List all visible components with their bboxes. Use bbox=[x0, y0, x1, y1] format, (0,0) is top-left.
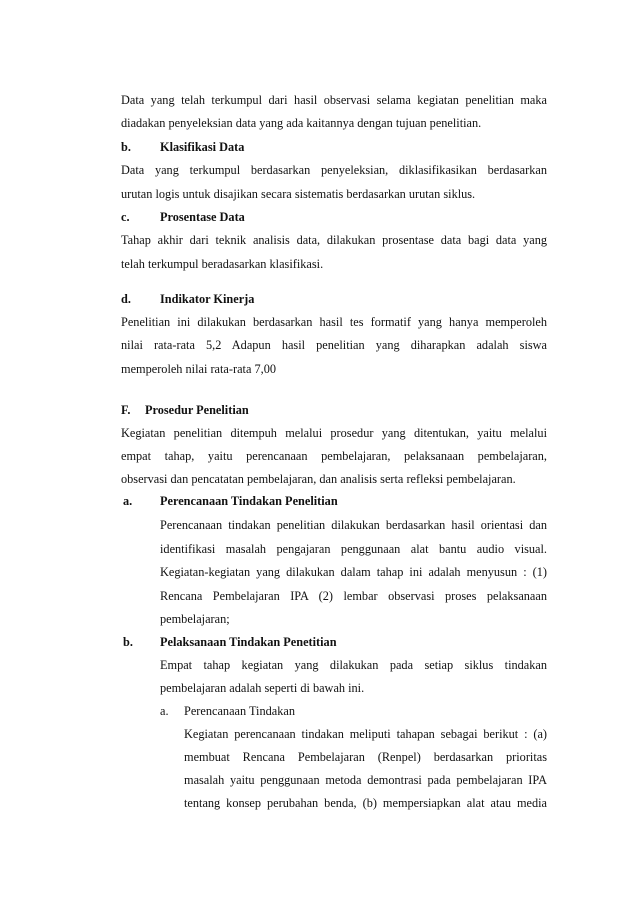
nested-item-label: a. bbox=[160, 704, 169, 718]
paragraph-line: Kegiatan penelitian ditempuh melalui prosedur yang ditentukan, yaitu melalui bbox=[121, 426, 547, 440]
chapter-heading bbox=[121, 402, 547, 418]
paragraph-line: Kegiatan perencanaan tindakan meliputi tahapan sebagai berikut : (a) bbox=[184, 727, 547, 741]
section-heading bbox=[121, 139, 547, 155]
section-title: Indikator Kinerja bbox=[160, 292, 255, 306]
chapter-label: F. bbox=[121, 403, 131, 417]
section-heading bbox=[121, 291, 547, 307]
section-label: d. bbox=[121, 292, 131, 306]
paragraph-line: Empat tahap kegiatan yang dilakukan pada setiap siklus tindakan bbox=[160, 658, 547, 672]
paragraph-line: pembelajaran; bbox=[160, 612, 230, 626]
subsection-heading bbox=[121, 634, 547, 650]
paragraph-line: Kegiatan-kegiatan yang dilakukan dalam tahap ini adalah menyusun : (1) bbox=[160, 565, 547, 579]
nested-item-title: Perencanaan Tindakan bbox=[184, 704, 295, 718]
paragraph-line: Tahap akhir dari teknik analisis data, dilakukan prosentase data bagi data yang bbox=[121, 233, 547, 247]
subsection-label: b. bbox=[123, 635, 133, 649]
section-label: b. bbox=[121, 140, 131, 154]
section-label: c. bbox=[121, 210, 130, 224]
paragraph-line: pembelajaran adalah seperti di bawah ini. bbox=[160, 681, 365, 695]
paragraph-line: membuat Rencana Pembelajaran (Renpel) berdasarkan prioritas bbox=[184, 750, 547, 764]
section-title: Klasifikasi Data bbox=[160, 140, 245, 154]
paragraph-line: Rencana Pembelajaran IPA (2) lembar observasi proses pelaksanaan bbox=[160, 589, 547, 603]
paragraph-line: observasi dan pencatatan pembelajaran, dan analisis serta refleksi pembelajaran. bbox=[121, 472, 516, 486]
paragraph-line: Perencanaan tindakan penelitian dilakukan berdasarkan hasil orientasi dan bbox=[160, 518, 547, 532]
paragraph-line: urutan logis untuk disajikan secara sistematis berdasarkan urutan siklus. bbox=[121, 187, 476, 201]
paragraph-line: tentang konsep perubahan benda, (b) mempersiapkan alat atau media bbox=[184, 796, 547, 810]
paragraph-line: masalah yaitu penggunaan metoda demontrasi pada pembelajaran IPA bbox=[184, 773, 547, 787]
paragraph-line: memperoleh nilai rata-rata 7,00 bbox=[121, 362, 277, 376]
paragraph-line: identifikasi masalah pengajaran penggunaan alat bantu audio visual. bbox=[160, 542, 547, 556]
subsection-heading bbox=[121, 493, 547, 509]
chapter-title: Prosedur Penelitian bbox=[145, 403, 249, 417]
section-heading bbox=[121, 209, 547, 225]
paragraph-line: diadakan penyeleksian data yang ada kaitannya dengan tujuan penelitian. bbox=[121, 116, 482, 130]
subsection-title: Pelaksanaan Tindakan Penetitian bbox=[160, 635, 337, 649]
paragraph-line: Penelitian ini dilakukan berdasarkan hasil tes formatif yang hanya memperoleh bbox=[121, 315, 547, 329]
paragraph-line: telah terkumpul beradasarkan klasifikasi. bbox=[121, 257, 324, 271]
paragraph-line: nilai rata-rata 5,2 Adapun hasil penelitian yang diharapkan adalah siswa bbox=[121, 338, 547, 352]
paragraph-line: Data yang telah terkumpul dari hasil observasi selama kegiatan penelitian maka bbox=[121, 93, 547, 107]
paragraph-line: Data yang terkumpul berdasarkan penyeleksian, diklasifikasikan berdasarkan bbox=[121, 163, 547, 177]
paragraph-line: empat tahap, yaitu perencanaan pembelajaran, pelaksanaan pembelajaran, bbox=[121, 449, 547, 463]
subsection-title: Perencanaan Tindakan Penelitian bbox=[160, 494, 338, 508]
nested-item-heading bbox=[160, 703, 547, 719]
section-title: Prosentase Data bbox=[160, 210, 245, 224]
subsection-label: a. bbox=[123, 494, 133, 508]
